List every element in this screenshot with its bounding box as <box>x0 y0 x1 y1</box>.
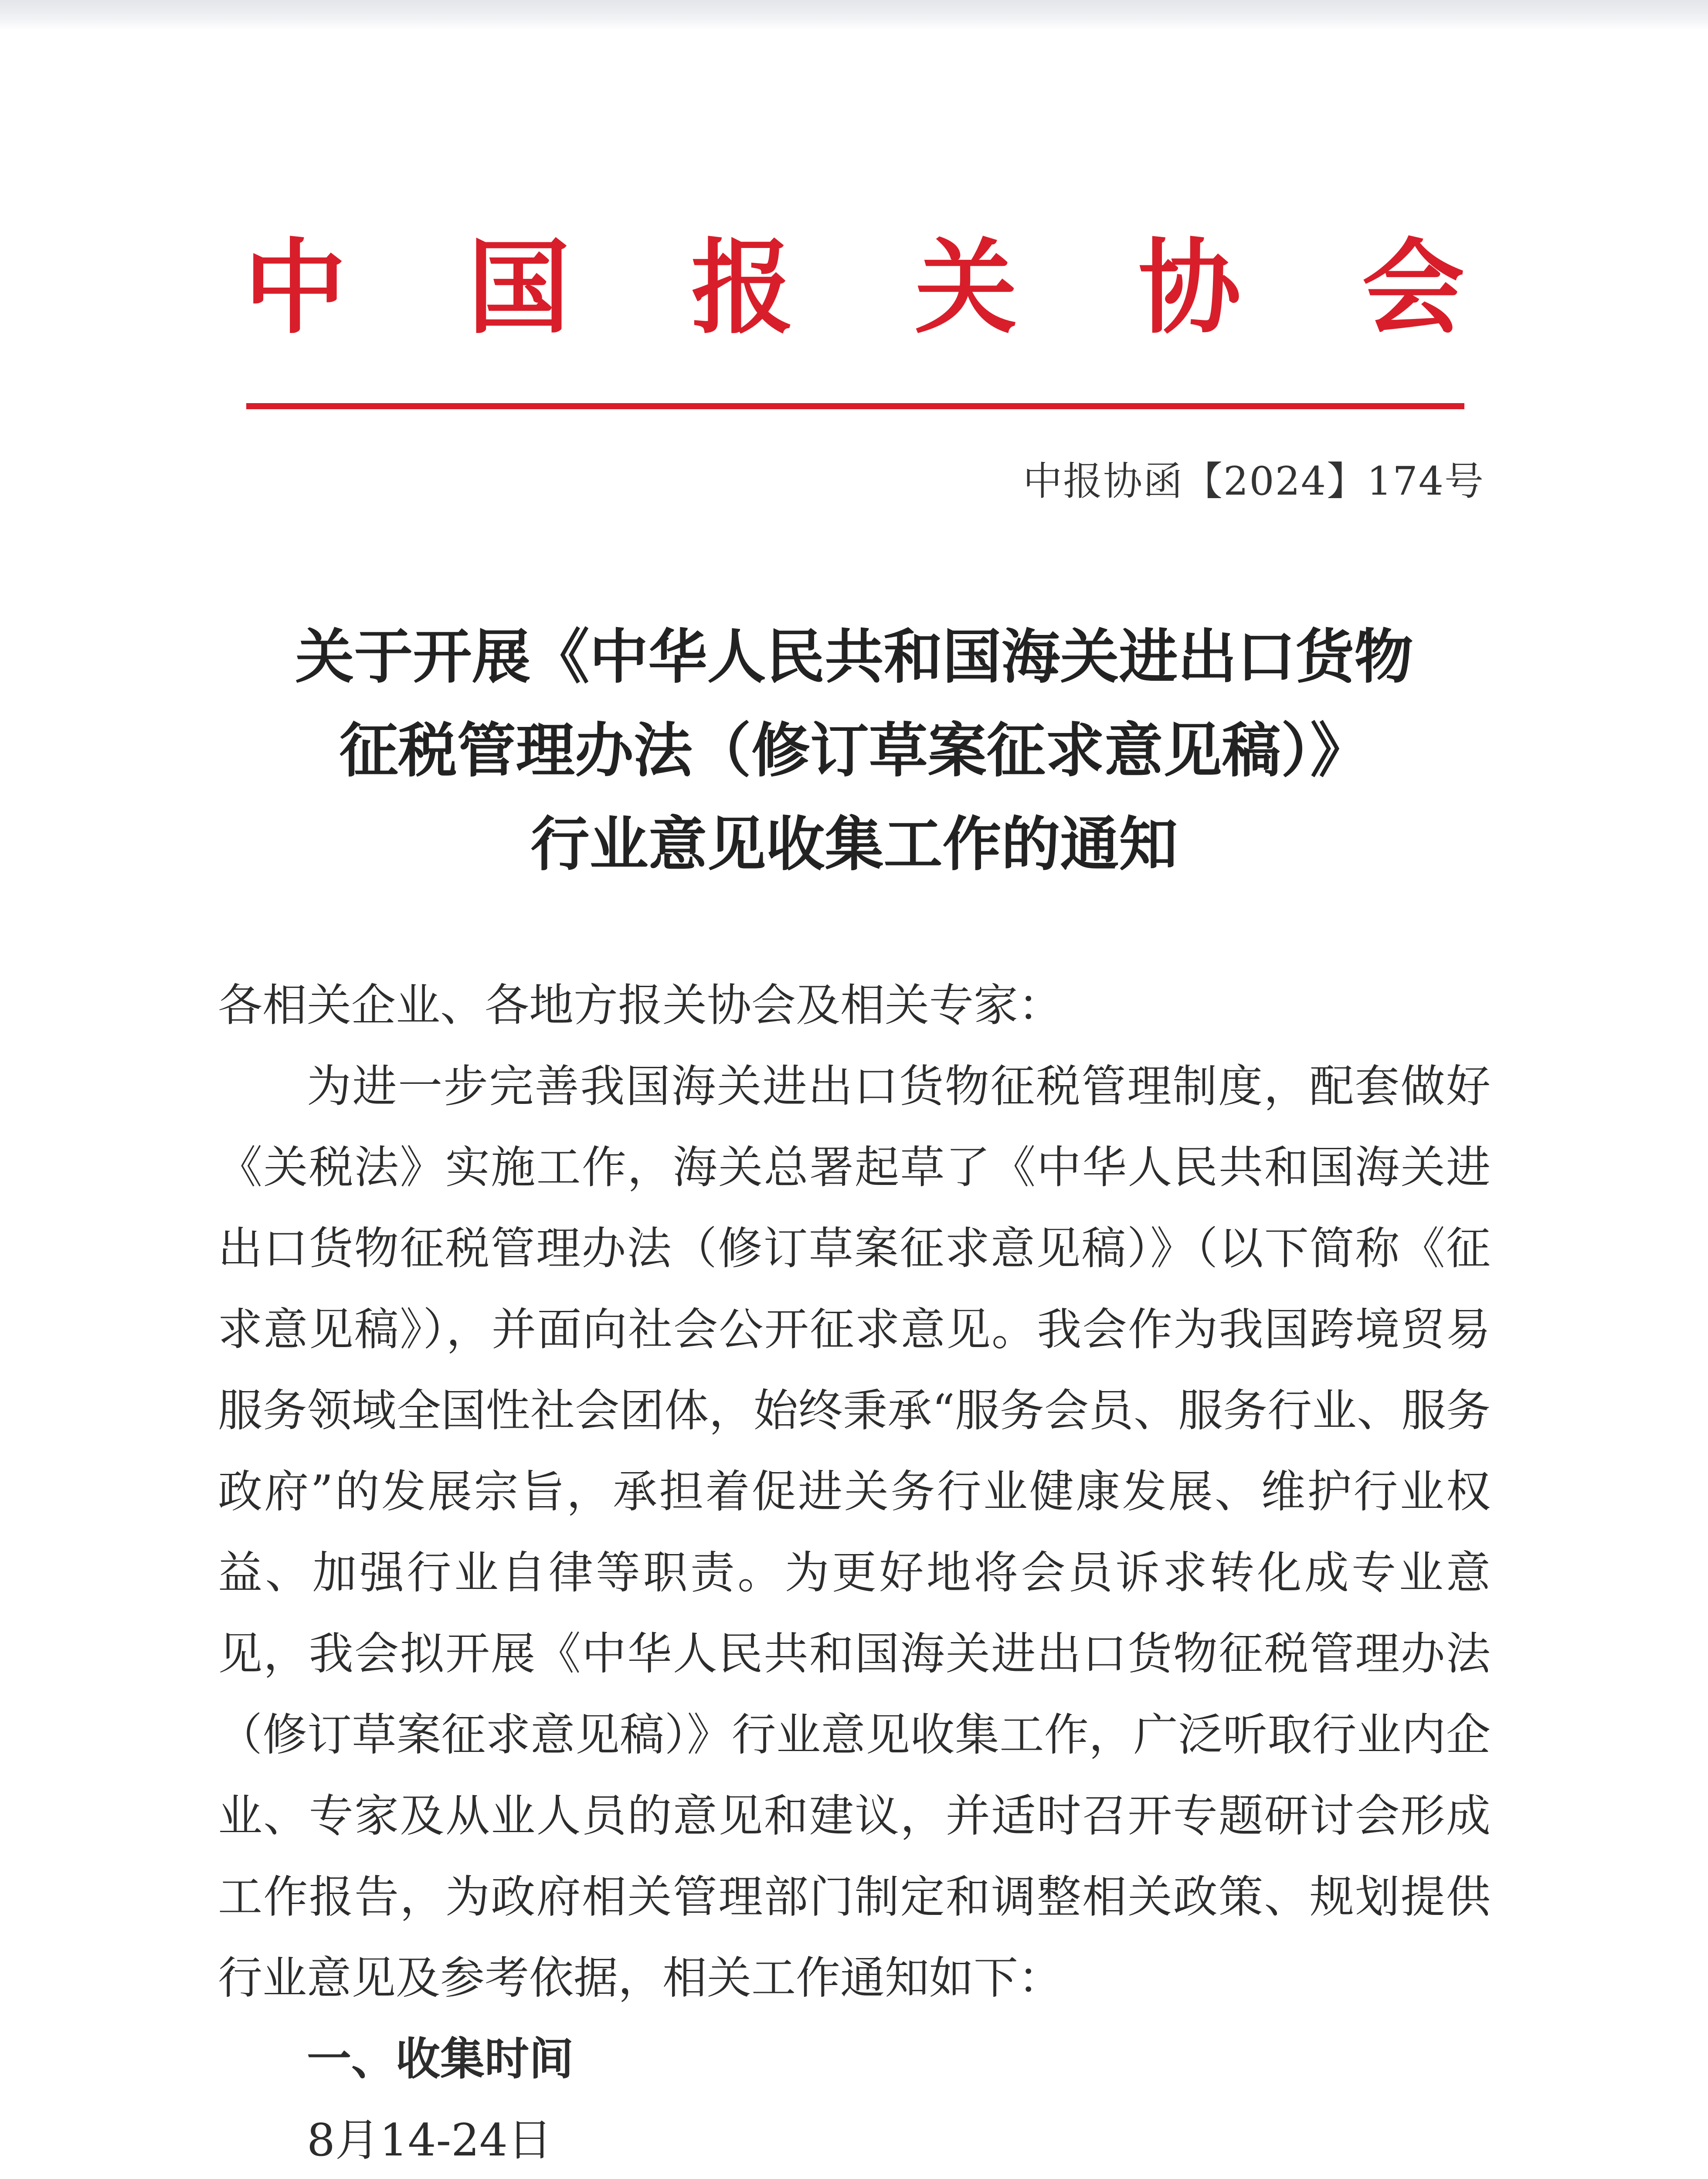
document-number: 中报协函【2024】174号 <box>1023 458 1484 504</box>
title-line: 征税管理办法（修订草案征求意见稿）》 <box>339 716 1369 785</box>
letterhead-char: 关 <box>915 227 1017 348</box>
letterhead-red-rule <box>246 403 1464 409</box>
letterhead-org-name <box>244 227 1464 349</box>
letterhead-char: 报 <box>691 227 794 348</box>
body-paragraph: 为进一步完善我国海关进出口货物征税管理制度，配套做好《关税法》实施工作，海关总署起草了《中华人民共和国海关进出口货物征税管理办法（修订草案征求意见稿）》（以下简称《征求意见稿》），并面向社会公开征求意见。我会作为我国跨境贸易服务领域全国性社会团体，始终秉承“服务会员、服务行业、服务政府”的发展宗旨，承担着促进关务行业健康发展、维护行业权益、加强行业自律等职责。为更好地将会员诉求转化成专业意见，我会拟开展《中华人民共和国海关进出口货物征税管理办法（修订草案征求意见稿）》行业意见收集工作，广泛听取行业内企业、专家及从业人员的意见和建议，并适时召开专题研讨会形成工作报告，为政府相关管理部门制定和调整相关政策、规划提供行业意见及参考依据，相关工作通知如下： <box>218 1061 1491 2004</box>
letterhead-char: 中 <box>244 227 346 348</box>
section-content: 8月14-24日 <box>307 2115 552 2166</box>
scan-top-edge <box>0 0 1708 31</box>
title-line: 行业意见收集工作的通知 <box>530 810 1178 879</box>
letterhead-char: 会 <box>1362 227 1464 348</box>
letterhead-char: 协 <box>1138 227 1241 348</box>
letterhead-char: 国 <box>468 227 570 348</box>
document-title <box>200 610 1508 891</box>
section-heading: 一、收集时间 <box>307 2033 574 2085</box>
salutation: 各相关企业、各地方报关协会及相关专家： <box>218 980 1063 1032</box>
document-body <box>218 965 1491 2179</box>
title-line: 关于开展《中华人民共和国海关进出口货物 <box>295 623 1413 691</box>
